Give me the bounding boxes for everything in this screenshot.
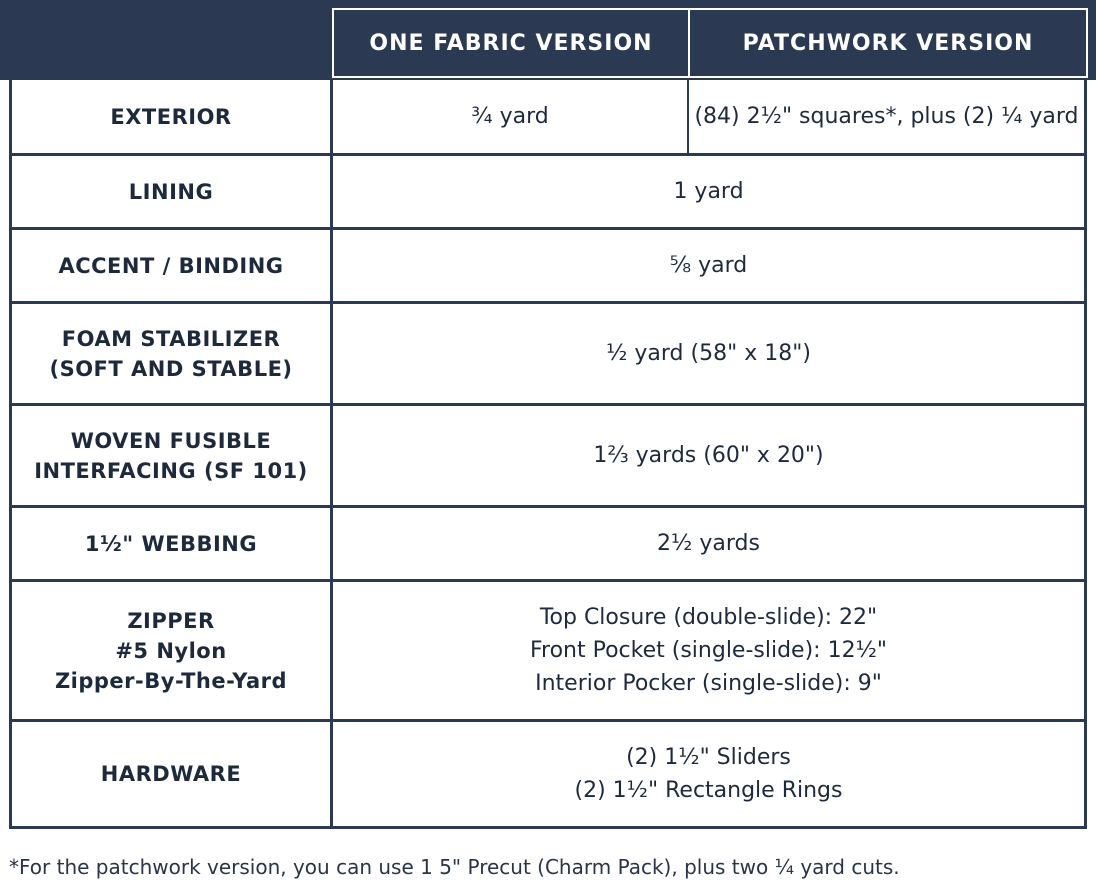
value-line: (2) 1½" Sliders — [626, 745, 791, 770]
value-line: (84) 2½" squares*, plus (2) ¼ yard — [694, 104, 1079, 129]
merged-value — [333, 582, 1084, 719]
table-row — [9, 156, 1087, 230]
row-label-line: (SOFT AND STABLE) — [49, 356, 293, 381]
table-row — [9, 508, 1087, 582]
value-line: ⅝ yard — [669, 253, 748, 278]
row-label-line: INTERFACING (SF 101) — [34, 458, 308, 483]
row-label — [12, 230, 333, 301]
row-label-line: LINING — [128, 179, 214, 204]
patchwork-value — [689, 80, 1084, 153]
merged-value — [333, 508, 1084, 579]
row-label — [12, 582, 333, 719]
value-line: Top Closure (double-slide): 22" — [539, 605, 878, 630]
row-label — [12, 406, 333, 505]
row-label-line: EXTERIOR — [110, 104, 232, 129]
row-label — [12, 80, 333, 153]
row-label — [12, 304, 333, 403]
merged-value — [333, 722, 1084, 826]
row-label — [12, 156, 333, 227]
column-header-one-fabric: ONE FABRIC VERSION — [332, 8, 690, 78]
merged-value — [333, 406, 1084, 505]
value-line: (2) 1½" Rectangle Rings — [574, 778, 843, 803]
table-row — [9, 406, 1087, 508]
value-line: Interior Pocker (single-slide): 9" — [535, 671, 882, 696]
merged-value — [333, 304, 1084, 403]
merged-value — [333, 230, 1084, 301]
row-label — [12, 722, 333, 826]
row-label-line: HARDWARE — [100, 762, 242, 786]
table-row — [9, 582, 1087, 722]
row-label-line: FOAM STABILIZER — [61, 326, 281, 351]
one-fabric-value — [333, 80, 689, 153]
row-label-line: WOVEN FUSIBLE — [70, 428, 272, 453]
value-line: 1⅔ yards (60" x 20") — [593, 443, 824, 468]
value-line: ½ yard (58" x 18") — [606, 341, 811, 366]
table-row — [9, 230, 1087, 304]
value-line: ¾ yard — [471, 104, 549, 129]
column-header-patchwork: PATCHWORK VERSION — [688, 8, 1088, 78]
value-line: Front Pocket (single-slide): 12½" — [529, 638, 888, 663]
table-row — [9, 722, 1087, 829]
table-row — [9, 304, 1087, 406]
materials-table — [9, 80, 1087, 829]
row-label-line: #5 Nylon — [115, 638, 227, 663]
table-row — [9, 80, 1087, 156]
value-line: 2½ yards — [657, 531, 760, 556]
row-label-line: ACCENT / BINDING — [58, 253, 284, 278]
value-line: 1 yard — [673, 179, 744, 204]
row-label-line: 1½" WEBBING — [84, 531, 258, 556]
footnote: *For the patchwork version, you can use 1 5" Precut (Charm Pack), plus two ¼ yard cuts. — [9, 855, 900, 879]
row-label-line: ZIPPER — [127, 608, 215, 633]
merged-value — [333, 156, 1084, 227]
row-label — [12, 508, 333, 579]
row-label-line: Zipper-By-The-Yard — [54, 668, 288, 693]
